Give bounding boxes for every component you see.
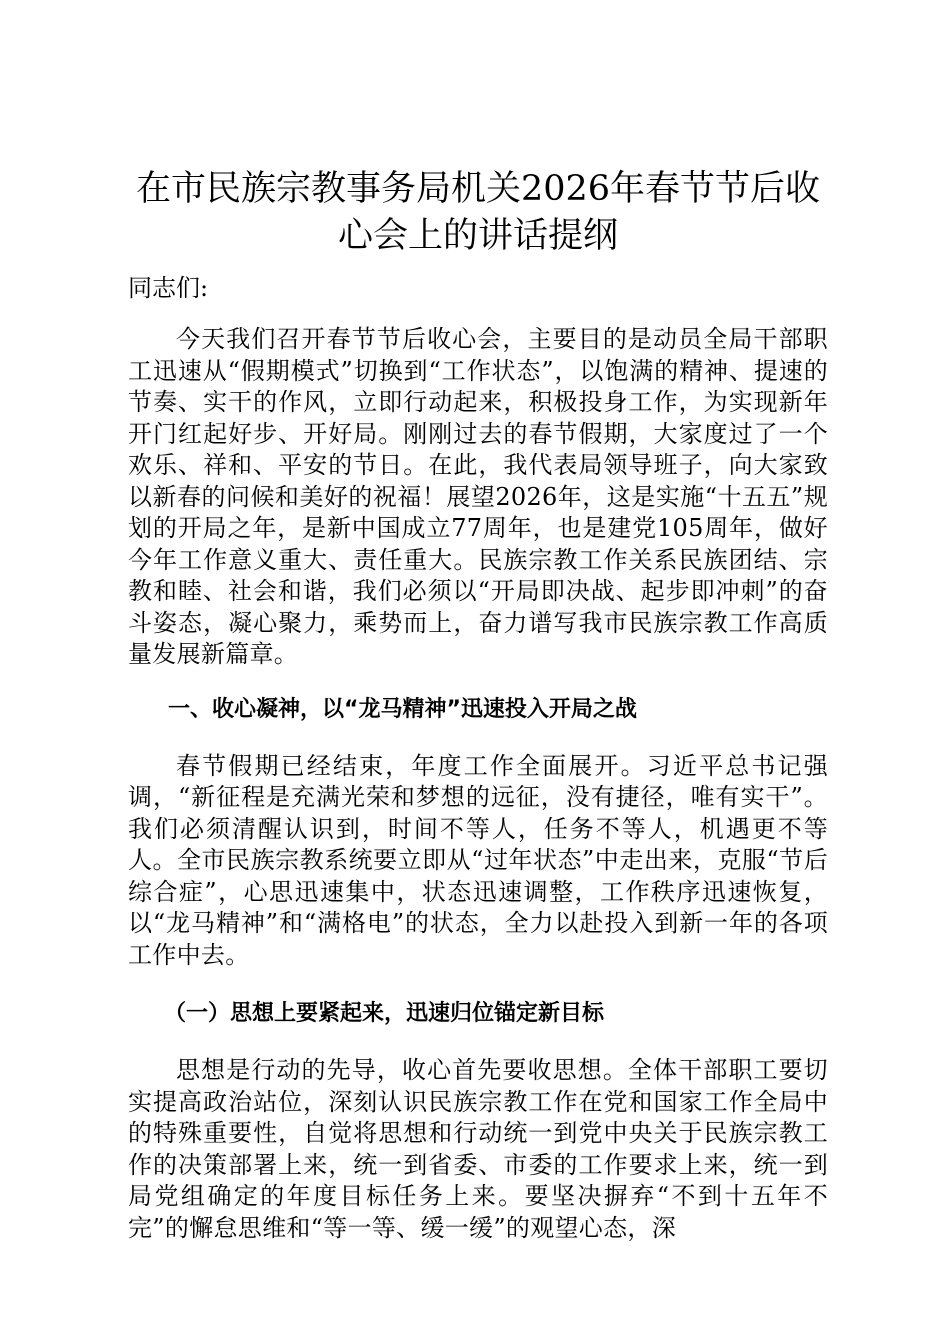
salutation: 同志们: bbox=[128, 274, 209, 302]
title-line-1: 在市民族宗教事务局机关2026年春节节后收 bbox=[135, 169, 821, 209]
paragraph-intro: 今天我们召开春节节后收心会，主要目的是动员全局干部职工迅速从“假期模式”切换到“工作状态”，以饱满的精神、提速的节奏、实干的作风，立即行动起来，积极投身工作，为实现新年开门红起好步、开好局。刚刚过去的春节假期，大家度过了一个欢乐、祥和、平安的节日。在此，我代表局领导班子，向大家致以新春的问候和美好的祝福！展望2026年，这是实施“十五五”规划的开局之年，是新中国成立77周年，也是建党105周年，做好今年工作意义重大、责任重大。民族宗教工作关系民族团结、宗教和睦、社会和谐，我们必须以“开局即决战、起步即冲刺”的奋斗姿态，凝心聚力，乘势而上，奋力谱写我市民族宗教工作高质量发展新篇章。 bbox=[128, 325, 828, 668]
document-page bbox=[128, 166, 828, 1244]
title-line-2: 心会上的讲话提纲 bbox=[337, 216, 618, 256]
subsection-heading-1: （一）思想上要紧起来，迅速归位锚定新目标 bbox=[164, 1001, 605, 1026]
paragraph-section-1: 春节假期已经结束，年度工作全面展开。习近平总书记强调，“新征程是充满光荣和梦想的远征，没有捷径，唯有实干”。我们必须清醒认识到，时间不等人，任务不等人，机遇更不等人。全市民族宗教系统要立即从“过年状态”中走出来，克服“节后综合症”，心思迅速集中，状态迅速调整，工作秩序迅速恢复，以“龙马精神”和“满格电”的状态，全力以赴投入到新一年的各项工作中去。 bbox=[128, 751, 828, 969]
paragraph-subsection-1: 思想是行动的先导，收心首先要收思想。全体干部职工要切实提高政治站位，深刻认识民族宗教工作在党和国家工作全局中的特殊重要性，自觉将思想和行动统一到党中央关于民族宗教工作的决策部署上来，统一到省委、市委的工作要求上来，统一到局党组确定的年度目标任务上来。要坚决摒弃“不到十五年不完”的懈怠思维和“等一等、缓一缓”的观望心态，深 bbox=[128, 1056, 828, 1242]
section-heading-1: 一、收心凝神，以“龙马精神”迅速投入开局之战 bbox=[168, 696, 637, 722]
document-title bbox=[108, 166, 848, 260]
